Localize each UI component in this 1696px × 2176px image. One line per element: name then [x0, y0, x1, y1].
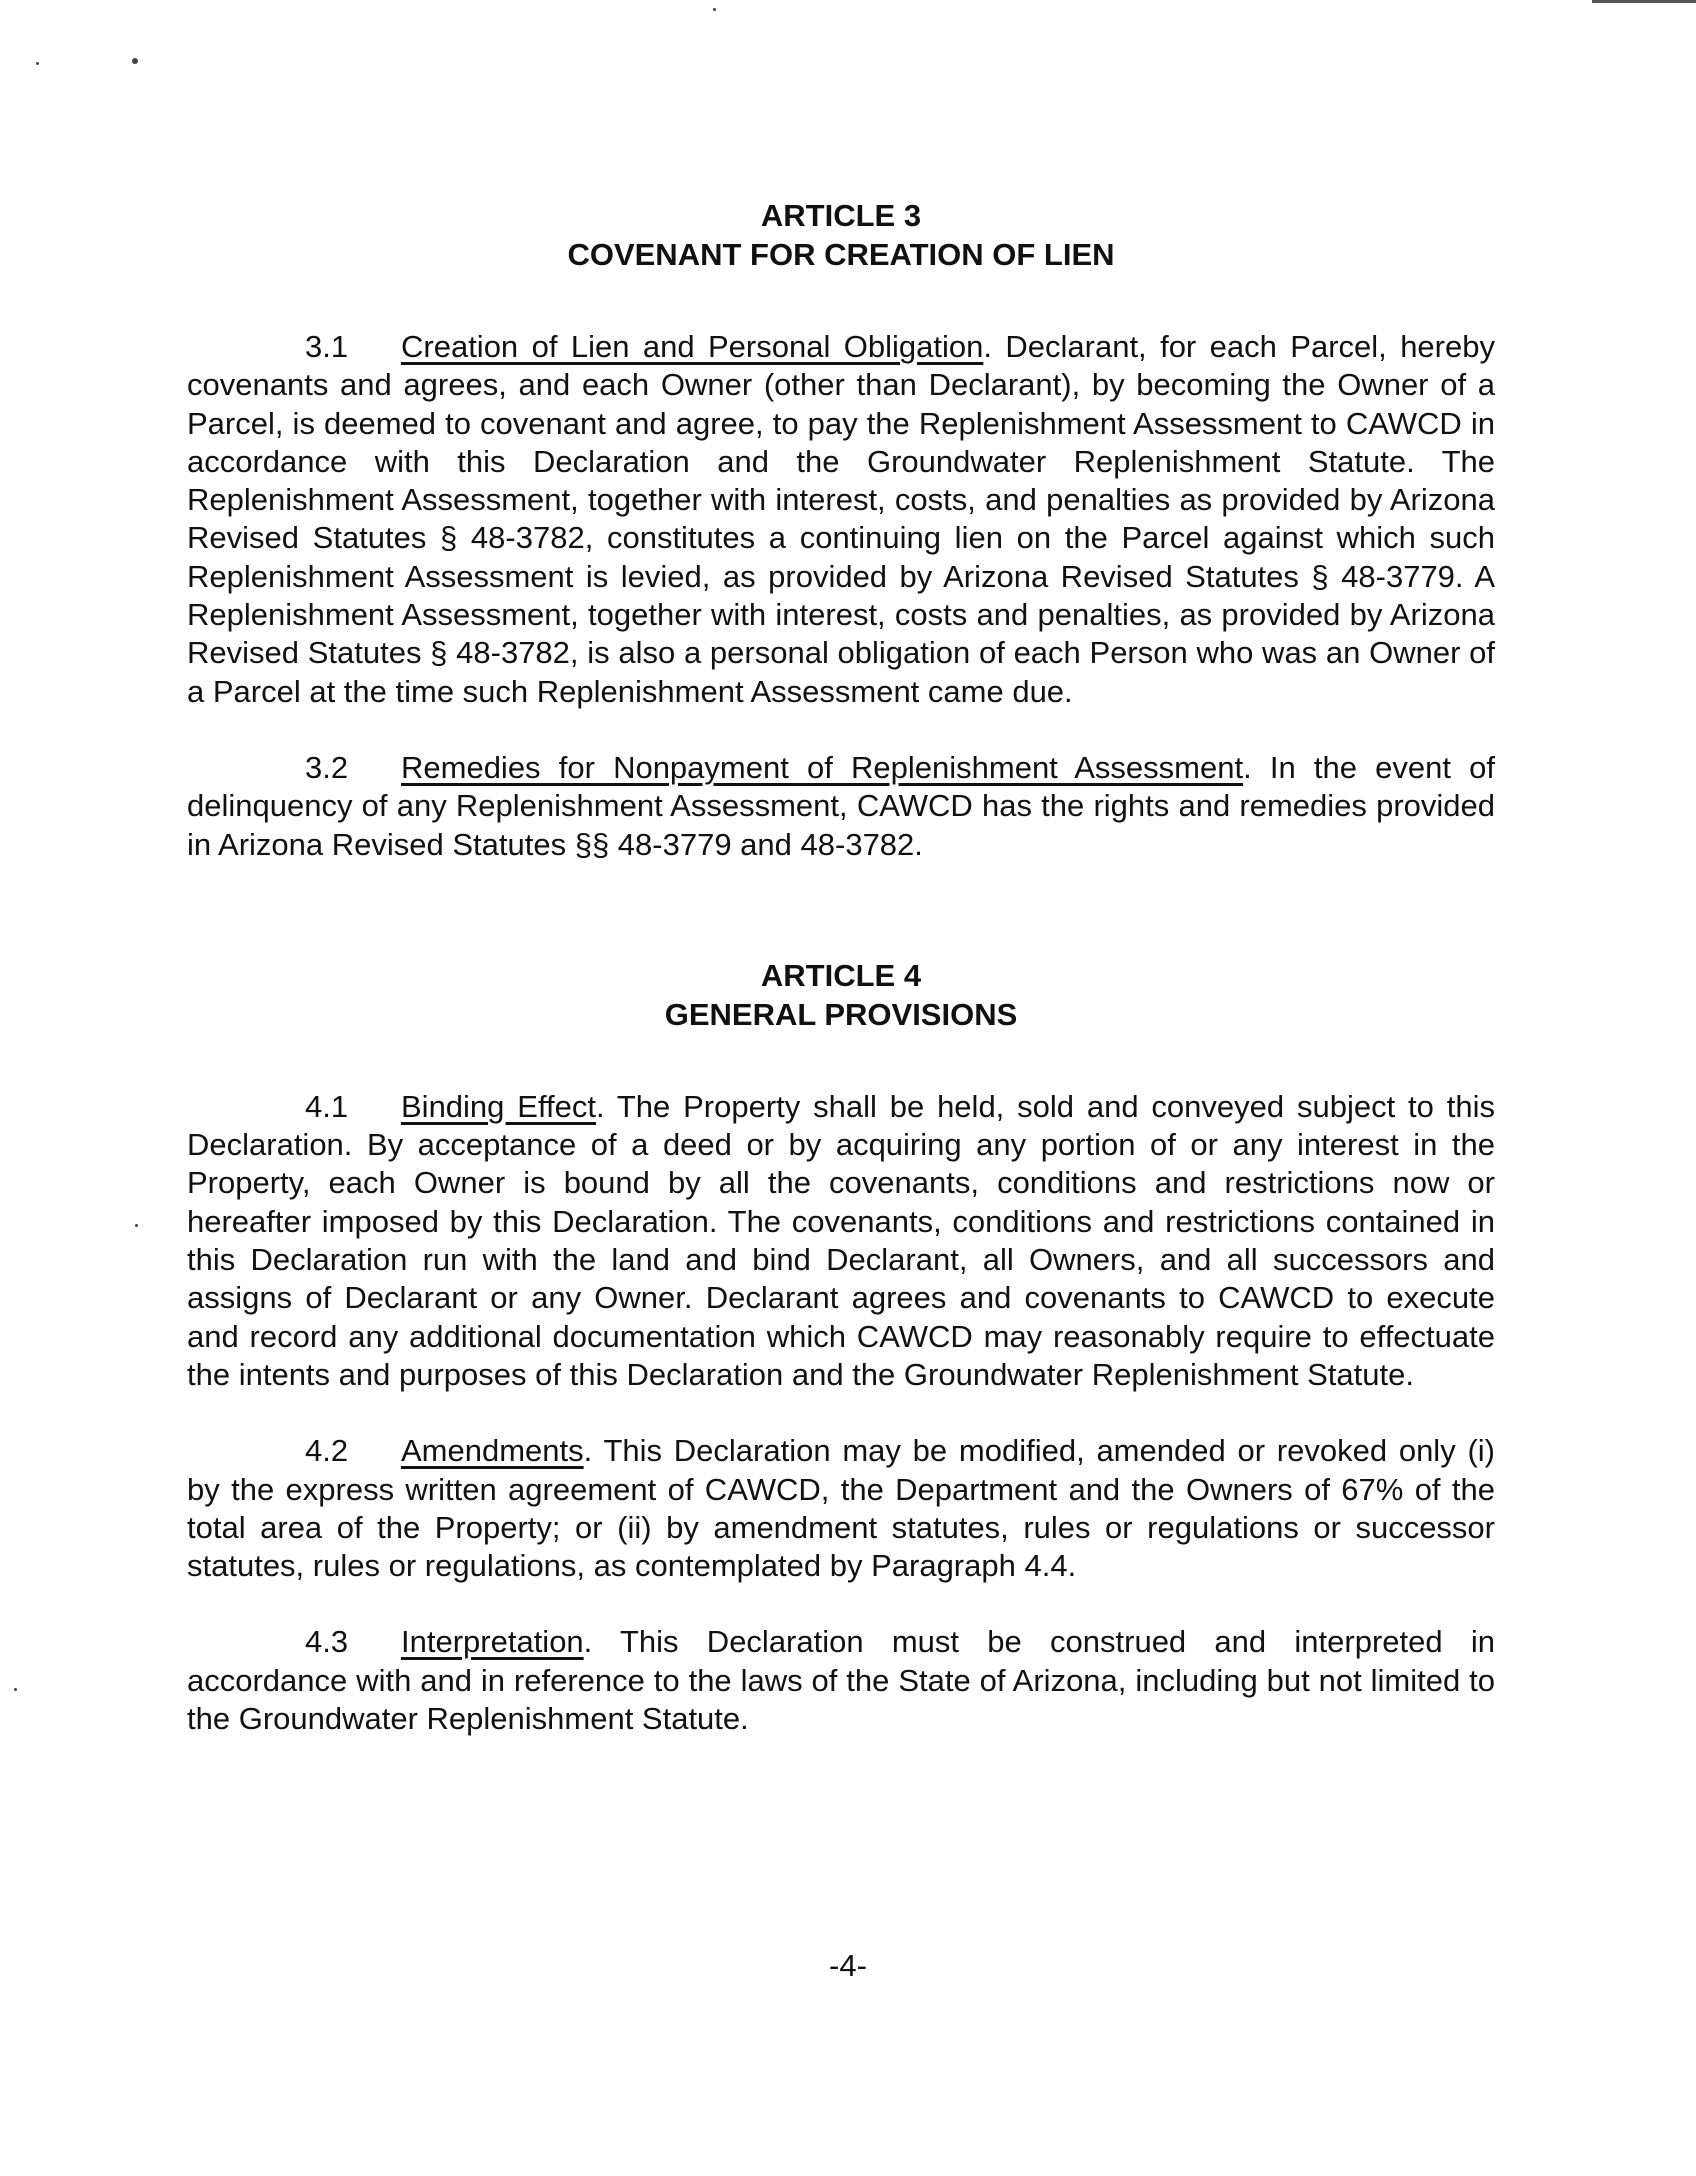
article-4-heading — [187, 956, 1495, 1034]
section-title: Amendments — [401, 1433, 584, 1469]
section-3-1 — [187, 328, 1495, 711]
section-number: 3.1 — [305, 329, 349, 364]
document-body — [187, 196, 1495, 1738]
scan-speck — [36, 62, 39, 65]
section-4-3 — [187, 1623, 1495, 1738]
article-3-subtitle: COVENANT FOR CREATION OF LIEN — [567, 237, 1115, 272]
section-text: . Declarant, for each Parcel, hereby covenants and agrees, and each Owner (other than Declarant), by becoming the Owner of a Parcel, is deemed to covenant and agree, to pay the Replenishment Assessment to CAWCD in accordance with this Declaration and the Groundwater Replenishment Statute. The Replenishment Assessment, together with interest, costs, and penalties as provided by Arizona Revised Statutes § 48-3782, constitutes a continuing lien on the Parcel against which such Replenishment Assessment is levied, as provided by Arizona Revised Statutes § 48-3779. A Replenishment Assessment, together with interest, costs and penalties, as provided by Arizona Revised Statutes § 48-3782, is also a personal obligation of each Person who was an Owner of a Parcel at the time such Replenishment Assessment came due. — [187, 329, 1495, 709]
section-text: . This Declaration may be modified, amended or revoked only (i) by the express written agreement of CAWCD, the Department and the Owners of 67% of the total area of the Property; or (ii) by amendment statutes, rules or regulations or successor statutes, rules or regulations, as contemplated by Paragraph 4.4. — [187, 1433, 1495, 1584]
article-3-heading — [187, 196, 1495, 274]
scan-speck — [713, 8, 716, 11]
page-number: -4- — [829, 1948, 867, 1983]
section-title: Remedies for Nonpayment of Replenishment Assessment — [401, 749, 1244, 785]
section-text: . In the event of delinquency of any Replenishment Assessment, CAWCD has the rights and remedies provided in Arizona Revised Statutes §§ 48-3779 and 48-3782. — [187, 749, 1495, 862]
article-4-subtitle: GENERAL PROVISIONS — [664, 996, 1018, 1032]
section-3-2 — [187, 749, 1495, 864]
section-text: . The Property shall be held, sold and conveyed subject to this Declaration. By acceptance of a deed or by acquiring any portion of or any interest in the Property, each Owner is bound by all the covenants, conditions and restrictions now or hereafter imposed by this Declaration. The covenants, conditions and restrictions contained in this Declaration run with the land and bind Declarant, all Owners, and all successors and assigns of Declarant or any Owner. Declarant agrees and covenants to CAWCD to execute and record any additional documentation which CAWCD may reasonably require to effectuate the intents and purposes of this Declaration and the Groundwater Replenishment Statute. — [187, 1088, 1495, 1392]
section-title: Binding Effect — [401, 1088, 596, 1124]
scan-speck — [14, 1688, 17, 1691]
article-3-title: ARTICLE 3 — [760, 198, 922, 233]
scan-speck — [135, 1224, 138, 1227]
section-number: 3.2 — [305, 749, 349, 785]
section-title: Interpretation — [401, 1624, 584, 1660]
section-4-2 — [187, 1432, 1495, 1585]
section-number: 4.1 — [305, 1088, 349, 1124]
section-title: Creation of Lien and Personal Obligation — [401, 329, 984, 364]
scan-speck — [132, 58, 138, 64]
scan-edge-line — [1592, 0, 1696, 3]
article-4-title: ARTICLE 4 — [760, 957, 922, 993]
section-4-1 — [187, 1088, 1495, 1394]
section-number: 4.2 — [305, 1433, 349, 1469]
section-text: . This Declaration must be construed and interpreted in accordance with and in reference to the laws of the State of Arizona, including but not limited to the Groundwater Replenishment Statute. — [187, 1624, 1495, 1737]
section-number: 4.3 — [305, 1624, 349, 1660]
